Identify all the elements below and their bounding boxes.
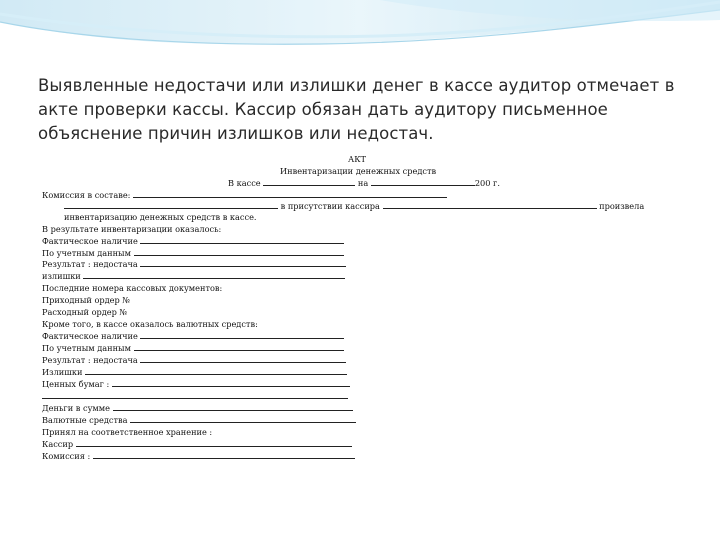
result-intro: В результате инвентаризации оказалось: (42, 224, 222, 234)
surplus-line: излишки (42, 271, 345, 282)
currency-intro: Кроме того, в кассе оказалось валютных средств: (42, 319, 258, 329)
act-place-line: В кассе на 200 г. (228, 178, 500, 188)
act-title: АКТ (348, 154, 366, 164)
result-line-2: Результат : недостача (42, 355, 346, 366)
accounting-line: По учетным данным (42, 248, 344, 259)
surplus-line-2: Излишки (42, 367, 347, 378)
actual-line-2: Фактическое наличие (42, 331, 344, 342)
money-sum-line: Деньги в сумме (42, 403, 353, 414)
actual-line: Фактическое наличие (42, 236, 344, 247)
blank-line (42, 391, 348, 402)
securities-line: Ценных бумаг : (42, 379, 350, 390)
act-subtitle: Инвентаризации денежных средств (280, 166, 437, 176)
accepted-label: Принял на соответственное хранение : (42, 427, 213, 437)
commission-sign-line: Комиссия : (42, 451, 355, 462)
accounting-line-2: По учетным данным (42, 343, 344, 354)
cashier-line: Кассир (42, 439, 352, 450)
commission-line: Комиссия в составе: (42, 190, 447, 201)
incoming-order: Приходный ордер № (42, 295, 131, 305)
presence-line: в присутствии кассира произвела (64, 201, 644, 212)
outgoing-order: Расходный ордер № (42, 307, 128, 317)
last-docs-label: Последние номера кассовых документов: (42, 283, 223, 293)
conducted-line: инвентаризацию денежных средств в кассе. (64, 212, 257, 222)
result-line: Результат : недостача (42, 259, 346, 270)
currency-funds-line: Валютные средства (42, 415, 356, 426)
slide-heading: Выявленные недостачи или излишки денег в кассе аудитор отмечает в акте проверки кассы. Кассир обязан дать аудитору письменное объяснение причин излишков или недостач. (38, 76, 675, 143)
